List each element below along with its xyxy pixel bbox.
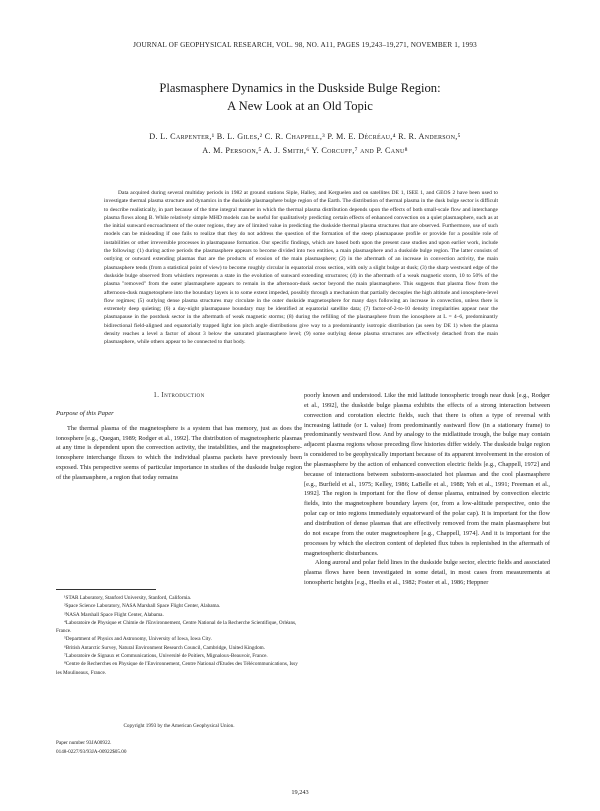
paper-number: Paper number 93JA00922. [56,740,112,747]
right-paragraph-2: Along auroral and polar field lines in the duskside bulge sector, electric fields and associated plasma flows have been investigated in some detail, in most cases from measurements at ionospheric heights [e.g., Heelis et al., 1982; Foster et al., 1986; Heppner [304,559,550,587]
authors-line-2: A. M. Persoon,⁵ A. J. Smith,⁶ Y. Corcuff,⁷ and P. Canu⁸ [202,145,408,155]
title-line-2: A New Look at an Old Topic [227,99,373,113]
paper-title [60,79,540,115]
author-list [70,130,540,157]
footnote-rule [56,589,156,590]
footnote-8: ⁸Centre de Recherches en Physique de l'Environnement, Centre National d'Etudes des Télécommunications, Issy les Moulineaux, France. [56,661,298,676]
right-paragraph-1: poorly known and understood. Like the mid latitude ionospheric trough near dusk [e.g., Rodger et al., 1992], the duskside bulge plasma exhibits the effects of a strong interaction between convection and corotation electric fields, such that there is often a type of reversal with increasing latitude (or L value) from predominantly eastward flow (in a stationary frame) to predominantly westward flow. And by analogy to the midlatitude trough, the bulge may contain adjacent plasma regions whose preceding flow histories differ widely. The duskside bulge region is considered to be geophysically important because of its apparent involvement in the erosion of the plasmasphere by the action of enhanced convection electric fields [e.g., Chappell, 1972] and because of interactions between substorm-associated hot plasmas and the cool plasmasphere [e.g., Burfield et al., 1975; Kelley, 1986; LaBelle et al., 1988; Yeh et al., 1991; Freeman et al., 1992]. The region is important for the flow of dense plasma, entrained by convection electric fields, into the magnetosphere boundary layers (or, from a low-altitude perspective, onto the polar cap or into regions immediately equatorward of the polar cap). It is important for the flow and distribution of dense plasmas that are effectively removed from the main plasmasphere but do not escape from the outer magnetosphere [e.g., Chappell, 1974]. And it is important for the processes by which the electron content of depleted flux tubes is replenished in the aftermath of magnetospheric disturbances. [304,392,550,557]
footnote-5: ⁵Department of Physics and Astronomy, University of Iowa, Iowa City. [64,636,212,643]
journal-header: JOURNAL OF GEOPHYSICAL RESEARCH, VOL. 98, NO. A11, PAGES 19,243–19,271, NOVEMBER 1, 1993 [133,41,477,49]
copyright-line: Copyright 1993 by the American Geophysical Union. [123,723,235,729]
right-column [304,391,550,588]
footnote-6: ⁶British Antarctic Survey, Natural Environment Research Council, Cambridge, United Kingdom. [64,644,266,651]
page-number: 19,243 [291,789,309,796]
copyright-block [56,722,302,756]
intro-paragraph: The thermal plasma of the magnetosphere is a system that has memory, just as does the ionosphere [e.g., Quegan, 1989; Rodger et al., 1992]. The distribution of magnetospheric plasmas at any time is dependent upon the convection activity, the instabilities, and the magnetosphere-ionosphere interchange fluxes to which the individual plasma packets have previously been exposed. This perspective seems of particular importance in studies of the duskside bulge region of the plasmasphere, a region that today remains [56,424,302,481]
left-column [56,391,302,483]
authors-line-1: D. L. Carpenter,¹ B. L. Giles,² C. R. Chappell,³ P. M. E. Décréau,⁴ R. R. Anderson,⁵ [149,132,461,141]
footnote-7: ⁷Laboratoire de Signaux et Communications, Université de Poitiers, Mignaloux-Beauvoir, France. [64,653,268,660]
affiliation-footnotes [56,589,302,677]
footnote-3: ³NASA Marshall Space Flight Center, Alabama. [64,611,164,618]
section-heading: 1. Introduction [153,392,205,399]
footnote-2: ²Space Science Laboratory, NASA Marshall Space Flight Center, Alabama. [64,603,221,610]
title-line-1: Plasmasphere Dynamics in the Duskside Bulge Region: [159,81,441,95]
footnote-1: ¹STAR Laboratory, Stanford University, Stanford, California. [64,595,192,601]
subsection-heading: Purpose of this Paper [56,409,114,417]
footnote-4: ⁴Laboratoire de Physique et Chimie de l'Environnement, Centre National de la Recherche Scientifique, Orléans, France. [56,619,297,635]
issn-code: 0148-0227/93/93JA-00922$05.00 [56,748,127,755]
abstract: Data acquired during several multiday periods in 1982 at ground stations Siple, Halley, and Kerguelen and on satellites DE 1, ISEE 1, and GEOS 2 have been used to investigate thermal plasma structure and dynamics in the duskside plasmasphere bulge region of the Earth. The distribution of thermal plasma in the dusk bulge sector is difficult to describe realistically, in part because of the time integral manner in which the thermal plasma distribution depends upon the effects of both small-scale flow and interchange plasma flows along B. While relatively simple MHD models can be useful for qualitatively predicting certain effects of enhanced convection on a quiet plasmasphere, such as at the initial sunward encroachment of the outer regions, they are of limited value in predicting the duskside thermal plasma structures that are observed. Furthermore, use of such models can be misleading if one fails to realize that they do not address the question of the formation of the steep plasmapause profile or provide for a possible role of instabilities or other irreversible processes in plasmapause formation. Our specific findings, which are based both upon the present case studies and upon earlier work, include the following: (1) during active periods the plasmasphere appears to become divided into two entities, a main plasmasphere and a duskside bulge region. The latter consists of outlying or outward extending plasmas that are the products of erosion of the main plasmasphere; (2) in the aftermath of an increase in convection activity, the main plasmasphere tends (from a statistical point of view) to become roughly circular in equatorial cross section, with only a slight bulge at dusk; (3) the sharp westward edge of the duskside bulge observed from whistlers represents a state in the evolution of sunward extending structures; (4) in the aftermath of a weak magnetic storm, 10 to 50% of the plasma "removed" from the outer plasmasphere appears to remain in the afternoon-dusk sector beyond the main plasmasphere. This suggests that plasma flow from the afternoon-dusk magnetosphere into the boundary layers is to some extent impeded, possibly through a mechanism that partially decouples the high altitude and ionosphere-level flow regimes; (5) outlying dense plasma structures may circulate in the outer duskside magnetosphere for many days following an increase in convection, unless there is extremely deep quieting; (6) a day-night plasmapause boundary may be identified at equatorial satellite data; (7) factor-of-2-to-10 density irregularities appear near the plasmapause in the postdusk sector in the aftermath of weak magnetic storms; (8) during the refilling of the plasmasphere from the ionosphere at L = 4–6, predominantly bidirectional field-aligned and equatorially trapped light ion pitch angle distributions give way to a predominantly isotropic distribution (as seen by DE 1) when the plasma density reaches a level a factor of about 3 below the saturated plasmasphere level; (9) some outlying dense plasma structures are effectively detached from the main plasmasphere, while others appear to be connected to that body. [104,190,498,346]
